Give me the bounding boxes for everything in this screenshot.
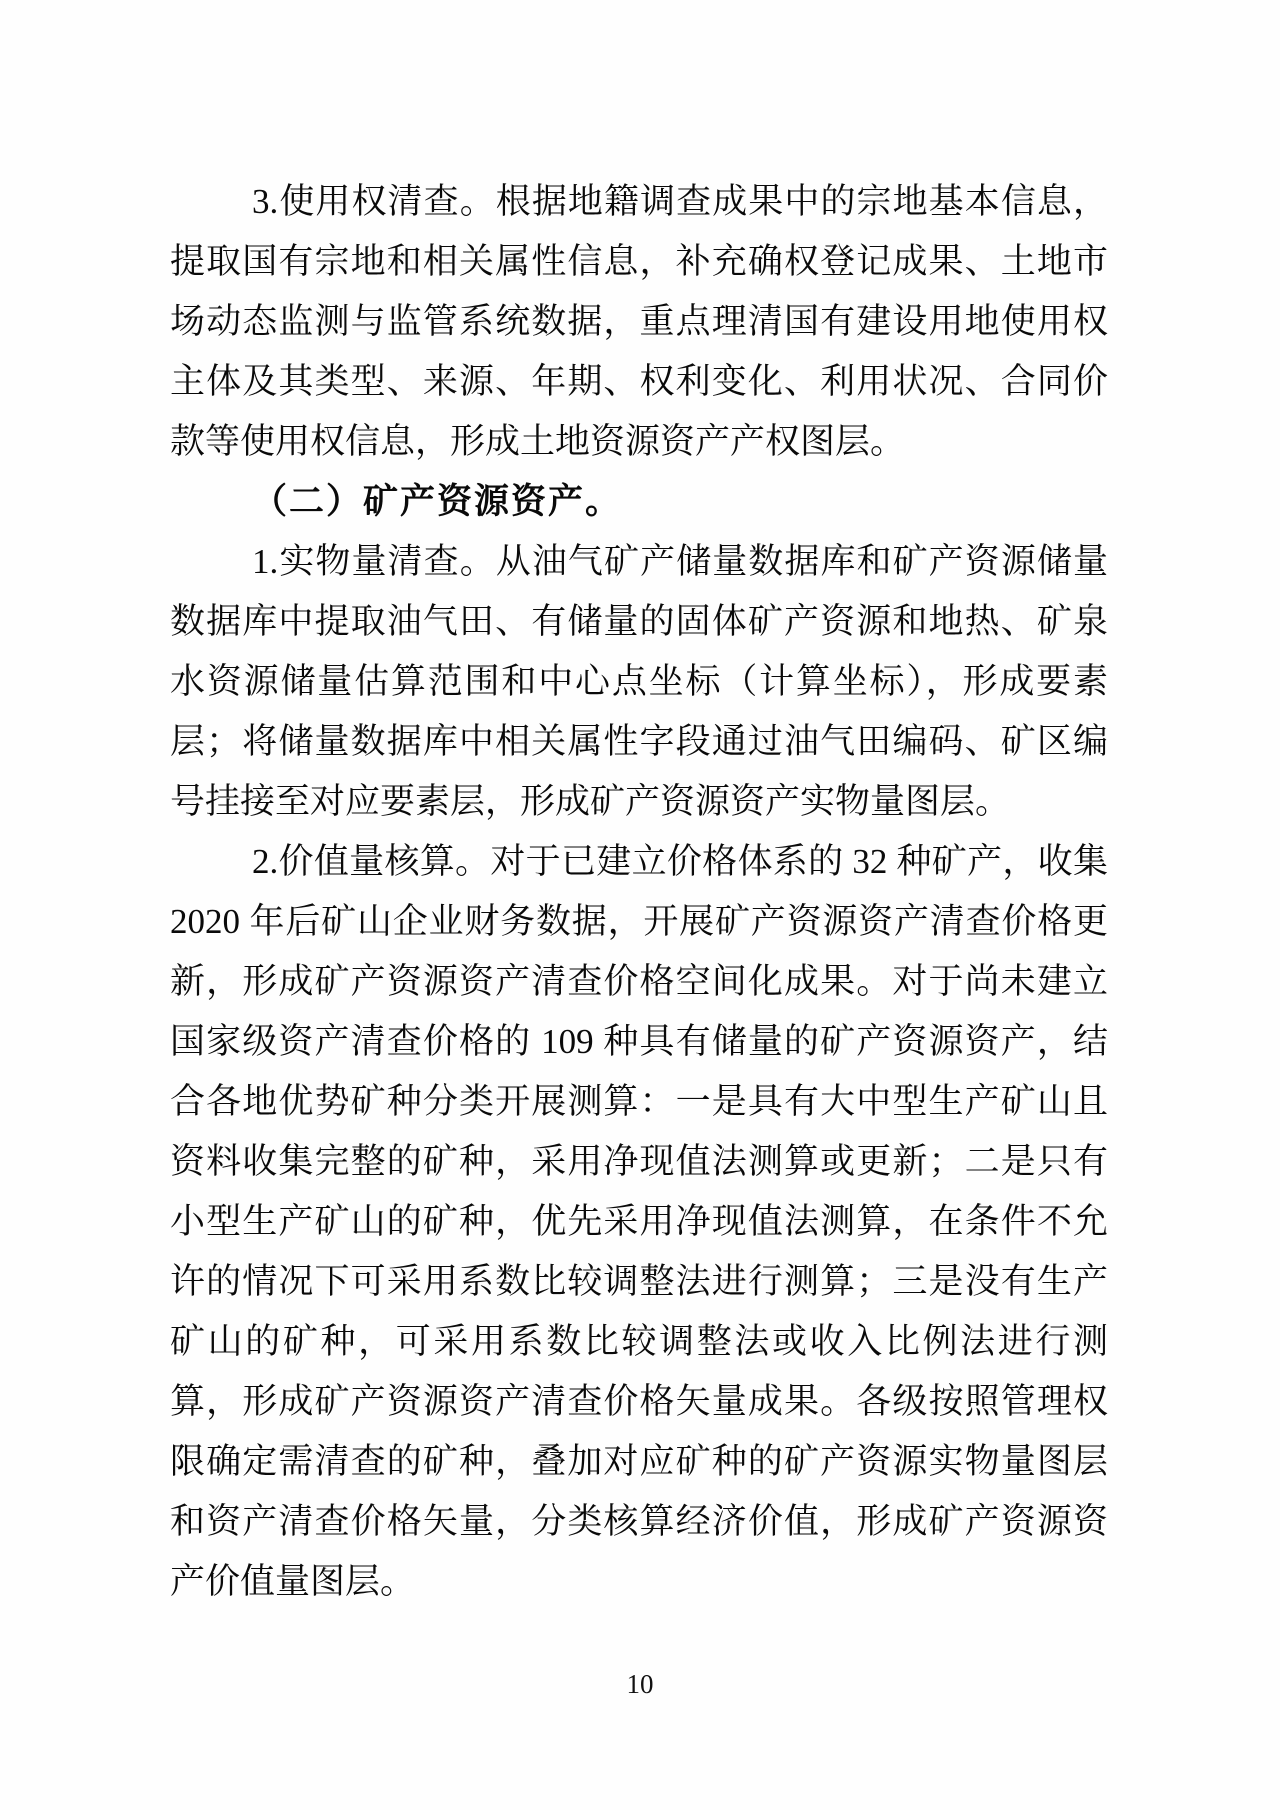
- text-line: 许的情况下可采用系数比较调整法进行测算；三是没有生产: [170, 1262, 1108, 1301]
- text-line: 和资产清查价格矢量，分类核算经济价值，形成矿产资源资: [170, 1502, 1108, 1541]
- page-number: 10: [626, 1669, 654, 1699]
- text-line: 号挂接至对应要素层，形成矿产资源资产实物量图层。: [170, 782, 1011, 821]
- text-line: 提取国有宗地和相关属性信息，补充确权登记成果、土地市: [170, 242, 1108, 281]
- text-line: 主体及其类型、来源、年期、权利变化、利用状况、合同价: [170, 362, 1108, 401]
- text-line: 算，形成矿产资源资产清查价格矢量成果。各级按照管理权: [170, 1382, 1108, 1421]
- text-line: 小型生产矿山的矿种，优先采用净现值法测算，在条件不允: [170, 1202, 1108, 1241]
- text-line: 资料收集完整的矿种，采用净现值法测算或更新；二是只有: [170, 1142, 1108, 1181]
- text-line: 场动态监测与监管系统数据，重点理清国有建设用地使用权: [170, 302, 1108, 341]
- text-line: 1.实物量清查。从油气矿产储量数据库和矿产资源储量: [252, 542, 1108, 581]
- text-line: 层；将储量数据库中相关属性字段通过油气田编码、矿区编: [170, 722, 1108, 761]
- text-line: 限确定需清查的矿种，叠加对应矿种的矿产资源实物量图层: [170, 1442, 1108, 1481]
- document-body: [170, 172, 1108, 1612]
- text-line: 新，形成矿产资源资产清查价格空间化成果。对于尚未建立: [170, 962, 1108, 1001]
- text-line: 产价值量图层。: [170, 1562, 416, 1601]
- section-heading-line: （二）矿产资源资产。: [252, 482, 623, 521]
- text-line: 3.使用权清查。根据地籍调查成果中的宗地基本信息，: [252, 182, 1108, 221]
- text-line: 数据库中提取油气田、有储量的固体矿产资源和地热、矿泉: [170, 602, 1108, 641]
- text-line: 矿山的矿种，可采用系数比较调整法或收入比例法进行测: [170, 1322, 1108, 1361]
- text-line: 款等使用权信息，形成土地资源资产产权图层。: [170, 422, 906, 461]
- text-line: 2.价值量核算。对于已建立价格体系的 32 种矿产，收集: [252, 842, 1108, 881]
- text-line: 合各地优势矿种分类开展测算：一是具有大中型生产矿山且: [170, 1082, 1108, 1121]
- text-line: 国家级资产清查价格的 109 种具有储量的矿产资源资产，结: [170, 1022, 1108, 1061]
- text-line: 水资源储量估算范围和中心点坐标（计算坐标），形成要素: [170, 662, 1108, 701]
- text-line: 2020 年后矿山企业财务数据，开展矿产资源资产清查价格更: [170, 902, 1108, 941]
